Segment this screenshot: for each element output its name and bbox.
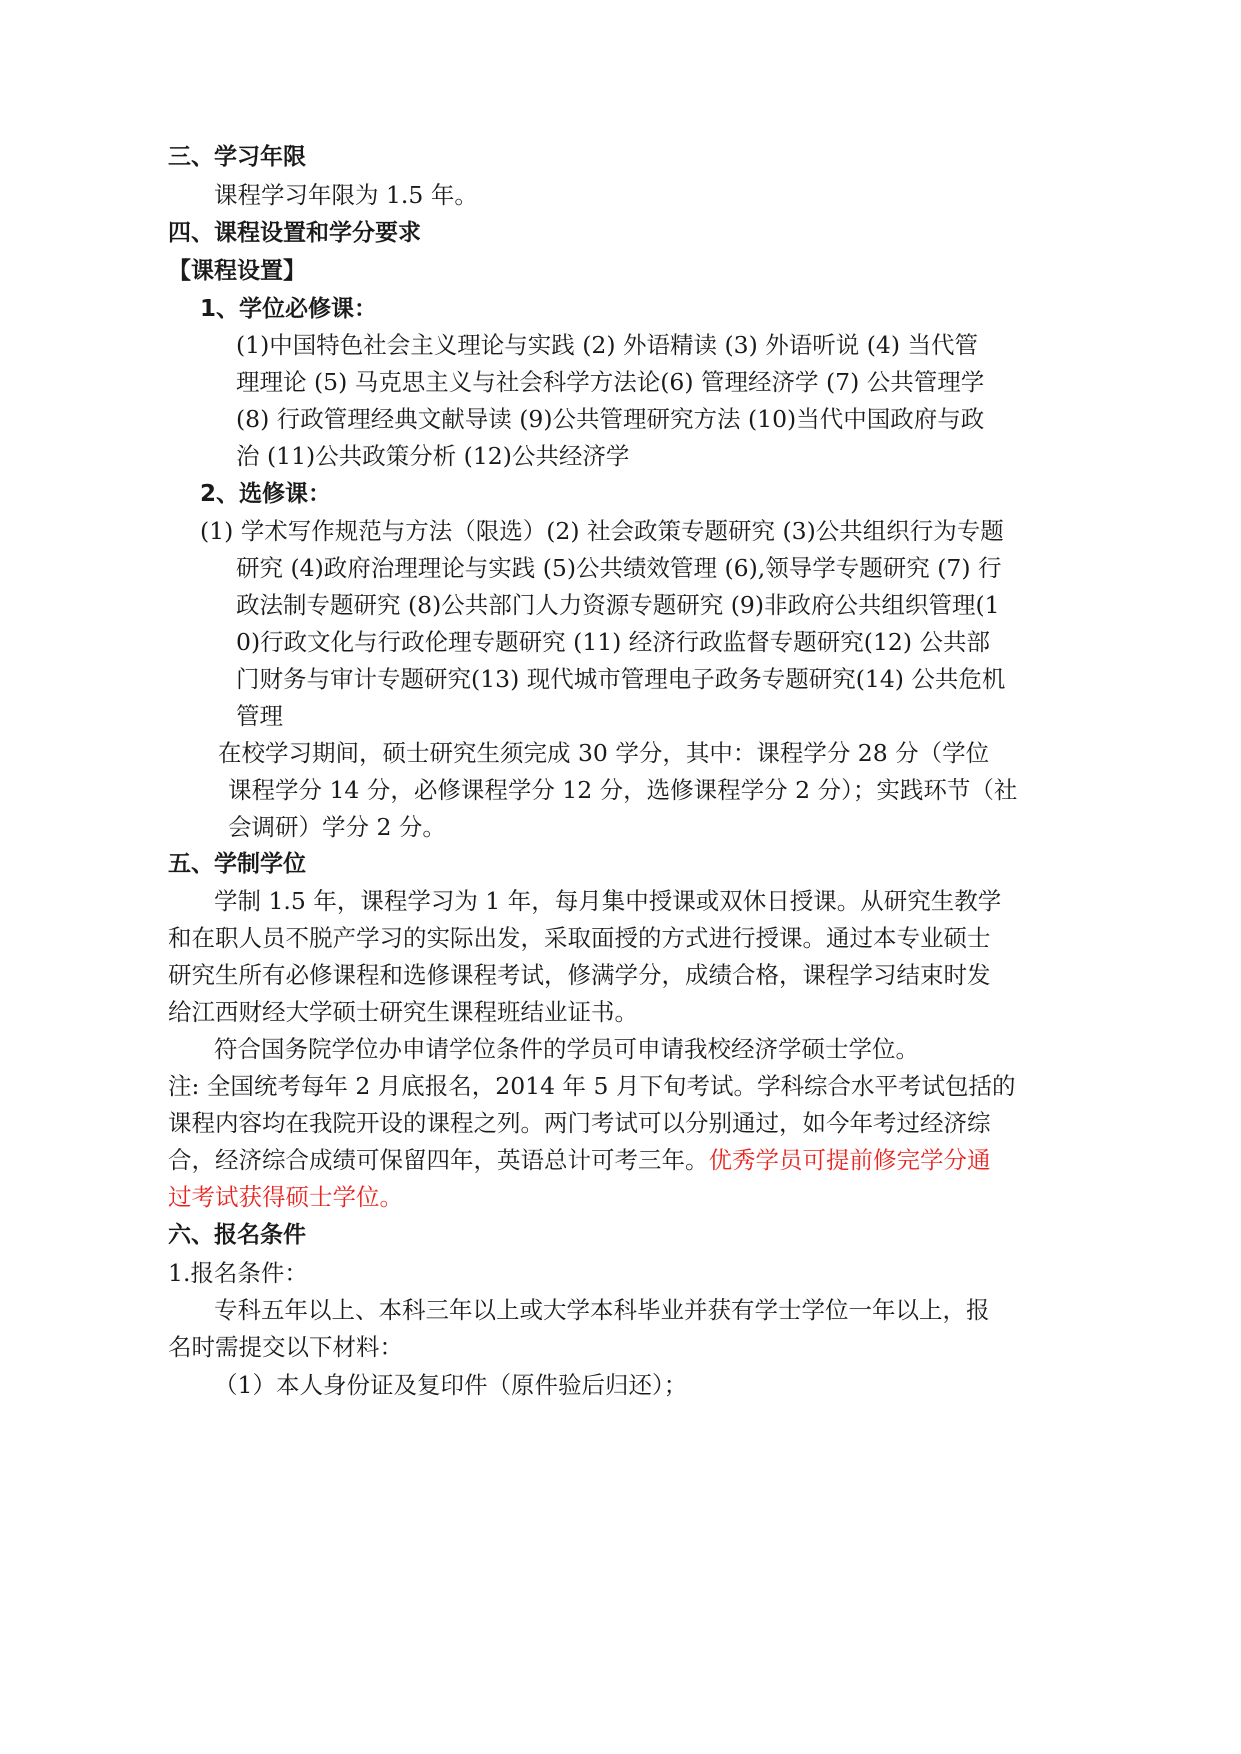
section6-heading: 六、报名条件 bbox=[168, 1222, 306, 1248]
elective-courses-line: (1) 学术写作规范与方法（限选）(2) 社会政策专题研究 (3)公共组织行为专题 bbox=[200, 517, 1004, 545]
credits-requirement: 会调研）学分 2 分。 bbox=[228, 813, 446, 841]
registration-paragraph: 名时需提交以下材料： bbox=[168, 1333, 403, 1361]
section4-heading: 四、课程设置和学分要求 bbox=[168, 220, 421, 246]
degree-eligibility: 符合国务院学位办申请学位条件的学员可申请我校经济学硕士学位。 bbox=[214, 1035, 919, 1063]
exam-note: 注: 全国统考每年 2 月底报名，2014 年 5 月下旬考试。学科综合水平考试包括的 bbox=[168, 1072, 1016, 1100]
exam-note-highlight: 过考试获得硕士学位。 bbox=[168, 1183, 403, 1211]
section5-paragraph: 研究生所有必修课程和选修课程考试，修满学分，成绩合格，课程学习结束时发 bbox=[168, 961, 991, 989]
section5-paragraph: 给江西财经大学硕士研究生课程班结业证书。 bbox=[168, 998, 638, 1026]
elective-courses-line: 0)行政文化与行政伦理专题研究 (11) 经济行政监督专题研究(12) 公共部 bbox=[236, 628, 991, 656]
credits-requirement: 在校学习期间，硕士研究生须完成 30 学分，其中：课程学分 28 分（学位 bbox=[218, 739, 990, 767]
required-courses-label: 1、学位必修课： bbox=[200, 296, 378, 322]
required-courses-line: (1)中国特色社会主义理论与实践 (2) 外语精读 (3) 外语听说 (4) 当代管 bbox=[236, 331, 978, 359]
section5-paragraph: 和在职人员不脱产学习的实际出发，采取面授的方式进行授课。通过本专业硕士 bbox=[168, 924, 991, 952]
required-courses-line: (8) 行政管理经典文献导读 (9)公共管理研究方法 (10)当代中国政府与政 bbox=[236, 405, 985, 433]
exam-note-highlight: 优秀学员可提前修完学分通 bbox=[708, 1146, 991, 1174]
course-setup-subheading: 【课程设置】 bbox=[168, 258, 306, 284]
registration-material-item: （1）本人身份证及复印件（原件验后归还）； bbox=[214, 1371, 688, 1399]
elective-courses-line: 管理 bbox=[236, 702, 283, 730]
elective-courses-line: 研究 (4)政府治理理论与实践 (5)公共绩效管理 (6),领导学专题研究 (7) 行 bbox=[236, 554, 1002, 582]
exam-note bbox=[168, 1145, 991, 1175]
elective-courses-line: 门财务与审计专题研究(13) 现代城市管理电子政务专题研究(14) 公共危机 bbox=[236, 665, 1006, 693]
exam-note: 课程内容均在我院开设的课程之列。两门考试可以分别通过，如今年考过经济综 bbox=[168, 1109, 991, 1137]
required-courses-line: 治 (11)公共政策分析 (12)公共经济学 bbox=[236, 442, 630, 470]
section3-heading: 三、学习年限 bbox=[168, 144, 306, 170]
required-courses-line: 理理论 (5) 马克思主义与社会科学方法论(6) 管理经济学 (7) 公共管理学 bbox=[236, 368, 985, 396]
section3-body: 课程学习年限为 1.5 年。 bbox=[214, 181, 478, 209]
elective-courses-label: 2、选修课： bbox=[200, 481, 332, 507]
exam-note-text: 合，经济综合成绩可保留四年，英语总计可考三年。 bbox=[168, 1146, 709, 1174]
credits-requirement: 课程学分 14 分，必修课程学分 12 分，选修课程学分 2 分）；实践环节（社 bbox=[228, 776, 1018, 804]
elective-courses-line: 政法制专题研究 (8)公共部门人力资源专题研究 (9)非政府公共组织管理(1 bbox=[236, 591, 1000, 619]
section5-paragraph: 学制 1.5 年，课程学习为 1 年，每月集中授课或双休日授课。从研究生教学 bbox=[214, 887, 1002, 915]
registration-subheading: 1.报名条件： bbox=[168, 1259, 308, 1287]
section5-heading: 五、学制学位 bbox=[168, 851, 306, 877]
registration-paragraph: 专科五年以上、本科三年以上或大学本科毕业并获有学士学位一年以上，报 bbox=[214, 1296, 990, 1324]
